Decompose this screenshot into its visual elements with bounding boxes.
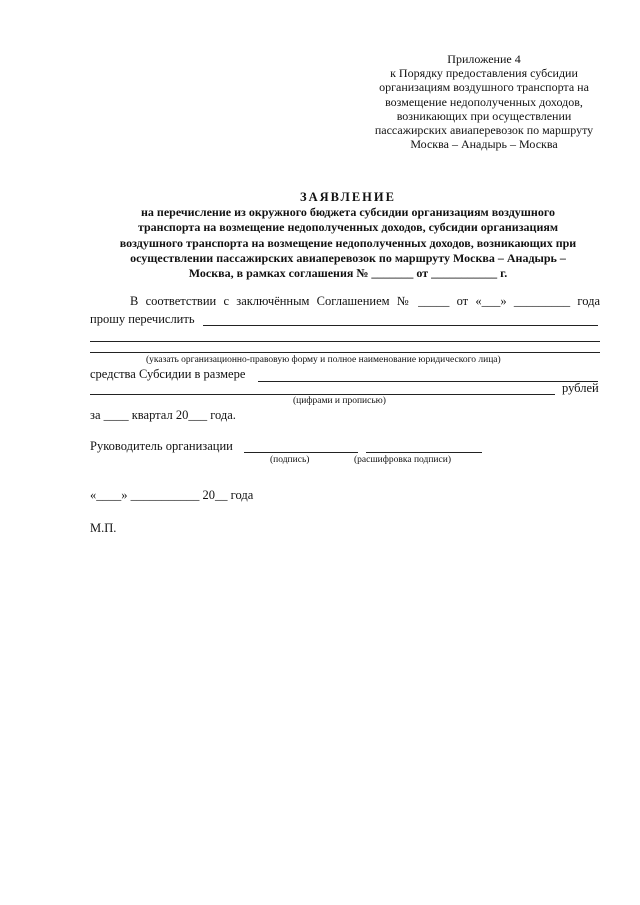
- signature-label: Руководитель организации: [90, 439, 233, 453]
- appendix-line: организациям воздушного транспорта на: [379, 80, 589, 95]
- agreement-line: В соответствии с заключённым Соглашением № _____ от «___» _________ года: [130, 294, 600, 308]
- signature-line: [244, 452, 358, 453]
- title-line: осуществлении пассажирских авиаперевозок по маршруту Москва – Анадырь –: [130, 250, 566, 265]
- appendix-line: возмещение недополученных доходов,: [385, 94, 583, 109]
- appendix-line: пассажирских авиаперевозок по маршруту: [374, 123, 594, 138]
- transfer-input-line: [203, 325, 598, 326]
- title-line: воздушного транспорта на возмещение недополученных доходов, возникающих при: [119, 235, 577, 250]
- title-heading: ЗАЯВЛЕНИЕ: [300, 190, 396, 204]
- appendix-line: Приложение 4: [447, 52, 521, 66]
- amount-words-line: [90, 394, 555, 395]
- title-line: транспорта на возмещение недополученных доходов, субсидии организациям: [137, 220, 559, 235]
- signature-decode-line: [366, 452, 482, 453]
- title-line: на перечисление из окружного бюджета субсидии организациям воздушного: [141, 205, 555, 220]
- stamp-label: М.П.: [90, 521, 117, 535]
- blank-line: [90, 352, 600, 353]
- date-line: «____» ___________ 20__ года: [90, 488, 254, 502]
- org-caption: (указать организационно-правовую форму и полное наименование юридического лица): [146, 355, 501, 365]
- document-title: [88, 190, 608, 281]
- appendix-header: [350, 52, 618, 151]
- amount-label: средства Субсидии в размере: [90, 367, 246, 381]
- transfer-label: прошу перечислить: [90, 312, 195, 326]
- appendix-line: Москва – Анадырь – Москва: [410, 137, 558, 152]
- amount-caption: (цифрами и прописью): [293, 396, 386, 406]
- title-line: Москва, в рамках соглашения № _______ от ___________ г.: [188, 266, 508, 281]
- signature-decode-caption: (расшифровка подписи): [354, 455, 451, 465]
- rubles-label: рублей: [562, 381, 599, 395]
- blank-line: [90, 341, 600, 342]
- quarter-line: за ____ квартал 20___ года.: [90, 408, 236, 422]
- amount-input-line: [258, 381, 598, 382]
- appendix-line: к Порядку предоставления субсидии: [390, 66, 578, 81]
- appendix-line: возникающих при осуществлении: [396, 108, 572, 123]
- signature-caption: (подпись): [270, 455, 310, 465]
